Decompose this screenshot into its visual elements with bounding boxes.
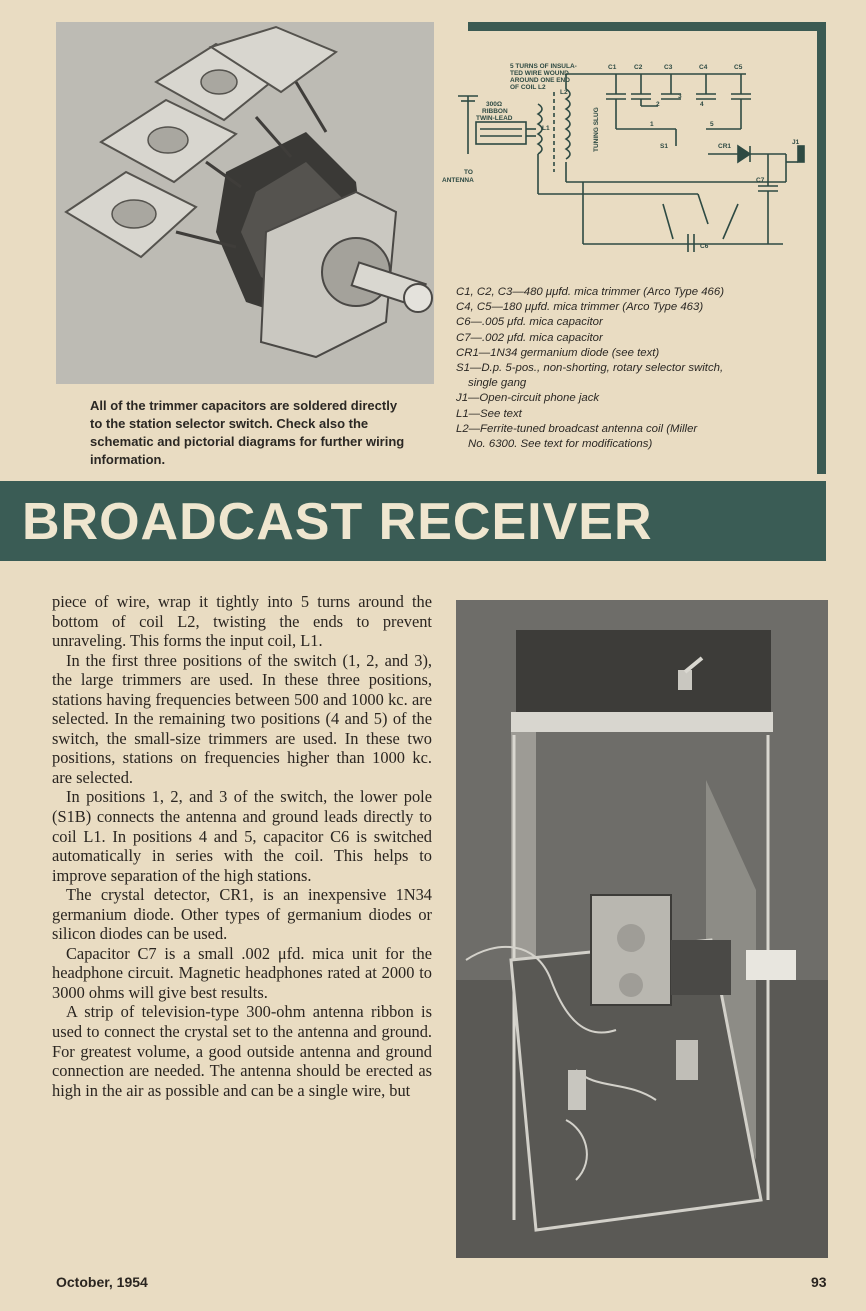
l1-label: L1	[542, 125, 550, 132]
parts-list-item: C7—.002 μfd. mica capacitor	[456, 331, 603, 344]
body-paragraph: piece of wire, wrap it tightly into 5 turns around the bottom of coil L2, twisting the ends to prevent unraveling. This forms the input coil, L1.	[52, 592, 432, 651]
parts-list-item: C6—.005 μfd. mica capacitor	[456, 316, 603, 329]
parts-list-item: L2—Ferrite-tuned broadcast antenna coil (Miller	[456, 422, 698, 435]
switch-position-5: 5	[710, 121, 714, 128]
parts-list-item: C4, C5—180 μμfd. mica trimmer (Arco Type 463)	[456, 301, 704, 314]
article-body	[52, 592, 432, 1100]
schematic-top-rule	[468, 22, 826, 31]
to-antenna-label-1: TO	[464, 169, 473, 176]
parts-list-item: C1, C2, C3—480 μμfd. mica trimmer (Arco Type 466)	[456, 286, 725, 298]
switch-position-4: 4	[700, 101, 704, 108]
article-title: BROADCAST RECEIVER	[22, 493, 653, 551]
parts-list-item: No. 6300. See text for modifications)	[468, 438, 653, 451]
circuit-schematic	[438, 34, 816, 284]
c3-label: C3	[664, 64, 673, 71]
body-paragraph: The crystal detector, CR1, is an inexpensive 1N34 germanium diode. Other types of germanium diodes or silicon diodes can be used.	[52, 885, 432, 944]
s1-label: S1	[660, 143, 668, 150]
parts-list-item: S1—D.p. 5-pos., non-shorting, rotary selector switch,	[456, 362, 724, 375]
schematic-side-rule	[817, 22, 826, 474]
switch-assembly-illustration	[56, 22, 434, 384]
body-paragraph: In positions 1, 2, and 3 of the switch, the lower pole (S1B) connects the antenna and ground leads directly to coil L1. In positions 4 and 5, capacitor C6 is switched automatically in series with the coil. This helps to improve separation of the high stations.	[52, 787, 432, 885]
c5-label: C5	[734, 64, 743, 71]
coil-note-line-2: TED WIRE WOUND	[510, 70, 569, 77]
ribbon-label-1: 300Ω	[486, 101, 503, 108]
footer-date: October, 1954	[56, 1274, 148, 1290]
tuning-slug-label: TUNING SLUG	[593, 107, 600, 152]
ribbon-label-3: TWIN-LEAD	[476, 115, 513, 122]
cr1-label: CR1	[718, 143, 732, 150]
coil-note-line-3: AROUND ONE END	[510, 77, 570, 84]
c6-label: C6	[700, 243, 709, 250]
l2-label: L2	[560, 89, 568, 96]
c4-label: C4	[699, 64, 708, 71]
receiver-cabinet-illustration	[456, 600, 828, 1258]
c2-label: C2	[634, 64, 643, 71]
switch-position-2: 2	[656, 101, 660, 108]
switch-assembly-photo	[56, 22, 434, 384]
body-paragraph: Capacitor C7 is a small .002 μfd. mica unit for the headphone circuit. Magnetic headphones rated at 2000 to 3000 ohms will give best results.	[52, 943, 432, 1002]
coil-note-line-4: OF COIL L2	[510, 84, 546, 91]
ribbon-label-2: RIBBON	[482, 108, 508, 115]
coil-note-line-1: 5 TURNS OF INSULA-	[510, 63, 577, 70]
parts-list-item: single gang	[468, 377, 527, 390]
parts-list-item: CR1—1N34 germanium diode (see text)	[456, 346, 660, 359]
page-number: 93	[811, 1274, 827, 1290]
c1-label: C1	[608, 64, 617, 71]
switch-position-1: 1	[650, 121, 654, 128]
parts-list-item: L1—See text	[456, 407, 522, 420]
parts-list-item: J1—Open-circuit phone jack	[456, 392, 600, 405]
body-paragraph: In the first three positions of the switch (1, 2, and 3), the large trimmers are used. In these three positions, stations having frequencies between 500 and 1000 kc. are selected. In the remaining two positions (4 and 5) of the switch, the small-size trimmers are used. In these two positions, stations on frequencies higher than 1000 kc. are selected.	[52, 650, 432, 787]
photo-caption: All of the trimmer capacitors are soldered directly to the station selector switch. Check also the schematic and pictorial diagrams for further wiring information.	[90, 398, 405, 467]
receiver-cabinet-photo	[456, 600, 828, 1258]
c7-label: C7	[756, 177, 765, 184]
to-antenna-label-2: ANTENNA	[442, 177, 474, 184]
body-paragraph: A strip of television-type 300-ohm antenna ribbon is used to connect the crystal set to the antenna and ground. For greatest volume, a good outside antenna and ground connection are needed. The antenna should be erected as high in the air as possible and can be a single wire, but	[52, 1002, 432, 1100]
parts-list	[456, 285, 816, 452]
switch-position-3: 3	[678, 93, 682, 100]
j1-label: J1	[792, 139, 800, 146]
